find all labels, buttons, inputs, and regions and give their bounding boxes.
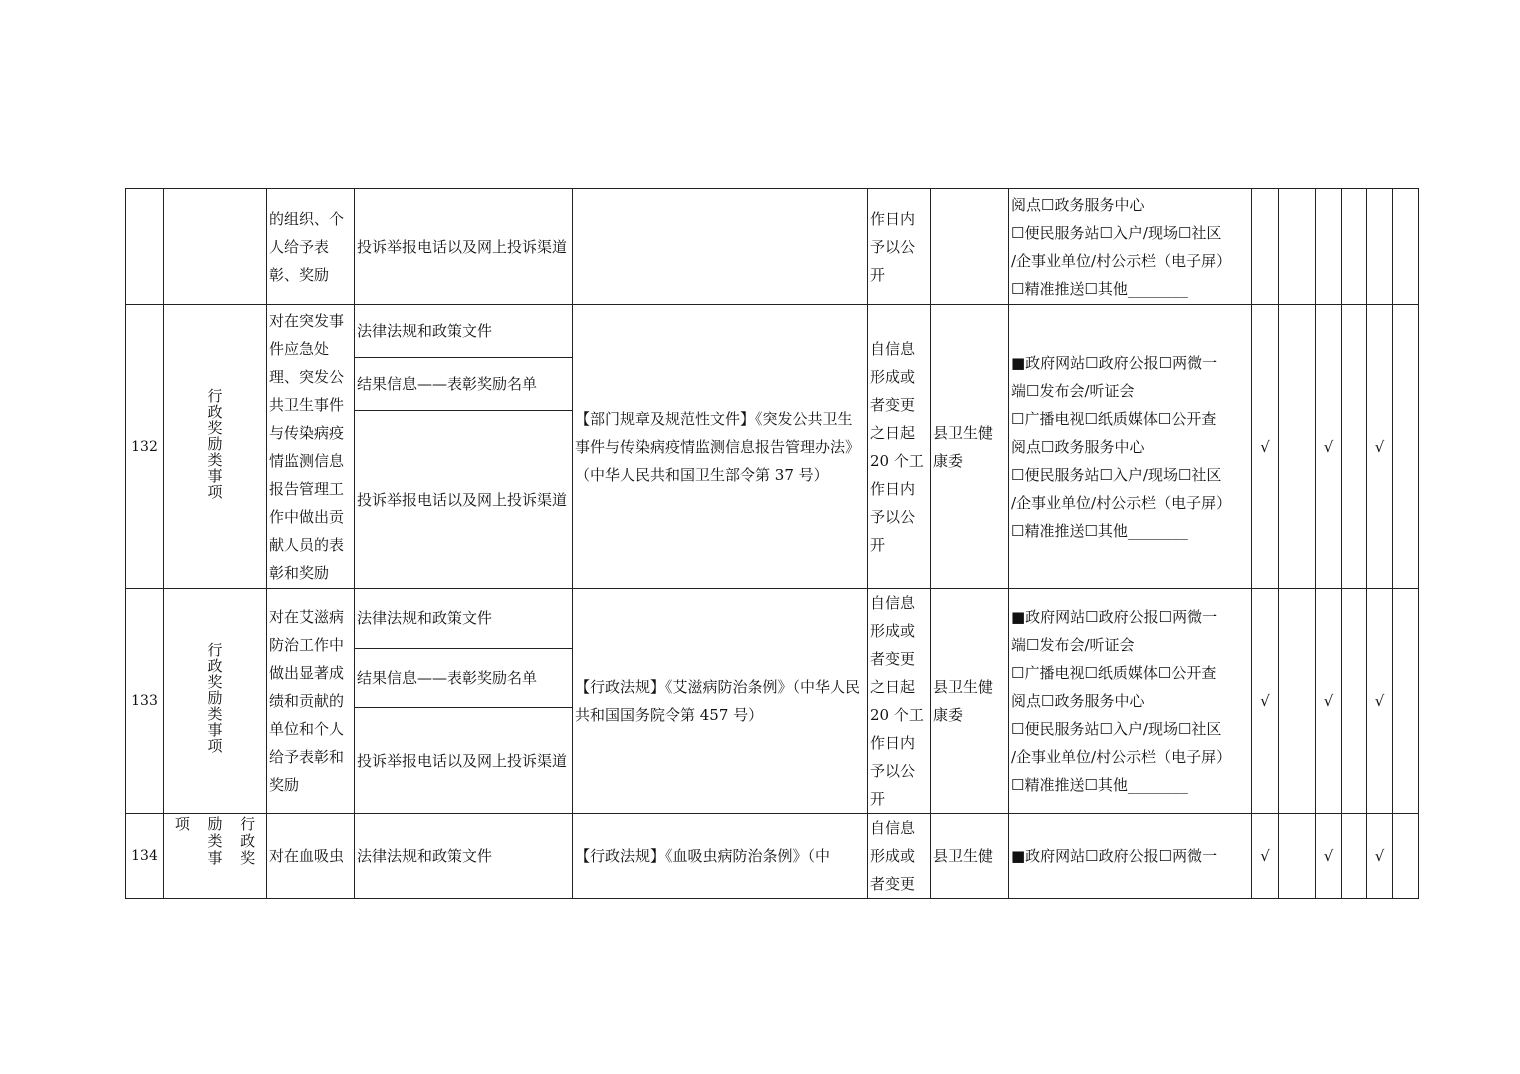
item-cell: 的组织、个人给予表彰、奖励 xyxy=(267,189,355,305)
basis-cell: 【行政法规】《血吸虫病防治条例》（中 xyxy=(573,814,868,899)
check-cell xyxy=(1342,305,1367,589)
row-number: 132 xyxy=(126,305,164,589)
basis-cell: 【部门规章及规范性文件】《突发公共卫生事件与传染病疫情监测信息报告管理办法》（中华人民共和国卫生部令第 37 号） xyxy=(573,305,868,589)
check-cell: √ xyxy=(1252,814,1279,899)
check-cell xyxy=(1393,589,1419,814)
content-cell: 投诉举报电话以及网上投诉渠道 xyxy=(355,411,573,589)
channel-cell xyxy=(1009,814,1252,899)
check-cell xyxy=(1279,814,1316,899)
row-number xyxy=(126,189,164,305)
table-row xyxy=(126,814,1419,899)
dept-cell: 县卫生健 xyxy=(931,814,1009,899)
table-row xyxy=(126,305,1419,358)
check-cell: √ xyxy=(1367,305,1393,589)
channel-line: 阅点☐政务服务中心 xyxy=(1011,437,1145,456)
channel-cell xyxy=(1009,189,1252,305)
check-cell xyxy=(1316,189,1342,305)
check-cell: √ xyxy=(1316,305,1342,589)
category-column-text: 行政奖 xyxy=(240,815,256,867)
content-cell: 投诉举报电话以及网上投诉渠道 xyxy=(355,708,573,814)
check-cell xyxy=(1393,814,1419,899)
category-cell xyxy=(164,589,267,814)
channel-line: ☐精准推送☐其他________ xyxy=(1011,279,1188,298)
channel-line: /企事业单位/村公示栏（电子屏） xyxy=(1011,748,1232,766)
channel-line: 阅点☐政务服务中心 xyxy=(1011,692,1145,710)
check-cell xyxy=(1342,589,1367,814)
item-cell: 对在艾滋病防治工作中做出显著成绩和贡献的单位和个人给予表彰和奖励 xyxy=(267,589,355,814)
channel-line: ☐精准推送☐其他________ xyxy=(1011,521,1188,540)
category-cell xyxy=(164,305,267,589)
check-cell xyxy=(1279,305,1316,589)
content-cell: 法律法规和政策文件 xyxy=(355,305,573,358)
category-vertical-text: 行政奖励类事项 xyxy=(207,386,223,501)
time-cell: 自信息形成或者变更之日起 20 个工作日内予以公开 xyxy=(868,589,931,814)
channel-line: 端☐发布会/听证会 xyxy=(1011,636,1135,654)
check-cell: √ xyxy=(1367,814,1393,899)
channel-line: ☐广播电视☐纸质媒体☐公开查 xyxy=(1011,409,1217,428)
channel-line: 阅点☐政务服务中心 xyxy=(1011,195,1145,214)
check-cell: √ xyxy=(1252,305,1279,589)
category-column-text: 励类事 xyxy=(207,815,223,867)
content-cell: 结果信息——表彰奖励名单 xyxy=(355,358,573,411)
check-cell xyxy=(1393,305,1419,589)
category-column-text: 项 xyxy=(174,815,190,833)
time-cell: 自信息形成或者变更之日起 20 个工作日内予以公开 xyxy=(868,305,931,589)
check-cell xyxy=(1252,189,1279,305)
check-cell: √ xyxy=(1367,589,1393,814)
channel-line: ☐便民服务站☐入户/现场☐社区 xyxy=(1011,720,1222,738)
row-number: 134 xyxy=(126,814,164,899)
channel-line: ☐广播电视☐纸质媒体☐公开查 xyxy=(1011,664,1217,682)
check-cell xyxy=(1393,189,1419,305)
dept-cell xyxy=(931,189,1009,305)
channel-cell xyxy=(1009,305,1252,589)
time-cell: 自信息形成或者变更 xyxy=(868,814,931,899)
category-cell xyxy=(164,189,267,305)
dept-cell: 县卫生健康委 xyxy=(931,305,1009,589)
channel-line: ■政府网站☐政府公报☐两微一 xyxy=(1011,353,1218,372)
item-cell: 对在突发事件应急处理、突发公共卫生事件与传染病疫情监测信息报告管理工作中做出贡献人员的表彰和奖励 xyxy=(267,305,355,589)
channel-line: 端☐发布会/听证会 xyxy=(1011,381,1135,400)
channel-line: /企事业单位/村公示栏（电子屏） xyxy=(1011,493,1232,512)
basis-cell xyxy=(573,189,868,305)
table-row xyxy=(126,589,1419,649)
time-cell: 作日内予以公开 xyxy=(868,189,931,305)
channel-line: ☐便民服务站☐入户/现场☐社区 xyxy=(1011,223,1222,242)
check-cell: √ xyxy=(1252,589,1279,814)
check-cell xyxy=(1279,589,1316,814)
dept-cell: 县卫生健康委 xyxy=(931,589,1009,814)
category-cell xyxy=(164,814,267,899)
channel-line: /企事业单位/村公示栏（电子屏） xyxy=(1011,251,1232,270)
channel-line: ☐便民服务站☐入户/现场☐社区 xyxy=(1011,465,1222,484)
content-cell: 法律法规和政策文件 xyxy=(355,814,573,899)
channel-cell xyxy=(1009,589,1252,814)
content-cell: 法律法规和政策文件 xyxy=(355,589,573,649)
content-cell: 结果信息——表彰奖励名单 xyxy=(355,648,573,708)
basis-cell: 【行政法规】《艾滋病防治条例》（中华人民共和国国务院令第 457 号） xyxy=(573,589,868,814)
row-number: 133 xyxy=(126,589,164,814)
check-cell xyxy=(1342,189,1367,305)
check-cell xyxy=(1279,189,1316,305)
check-cell xyxy=(1367,189,1393,305)
check-cell: √ xyxy=(1316,814,1342,899)
disclosure-table xyxy=(125,188,1419,899)
channel-line: ■政府网站☐政府公报☐两微一 xyxy=(1011,847,1218,865)
channel-line: ☐精准推送☐其他________ xyxy=(1011,776,1188,794)
item-cell: 对在血吸虫 xyxy=(267,814,355,899)
check-cell: √ xyxy=(1316,589,1342,814)
table-row xyxy=(126,189,1419,305)
check-cell xyxy=(1342,814,1367,899)
category-vertical-text: 行政奖励类事项 xyxy=(207,641,223,755)
channel-line: ■政府网站☐政府公报☐两微一 xyxy=(1011,608,1218,626)
content-cell: 投诉举报电话以及网上投诉渠道 xyxy=(355,189,573,305)
